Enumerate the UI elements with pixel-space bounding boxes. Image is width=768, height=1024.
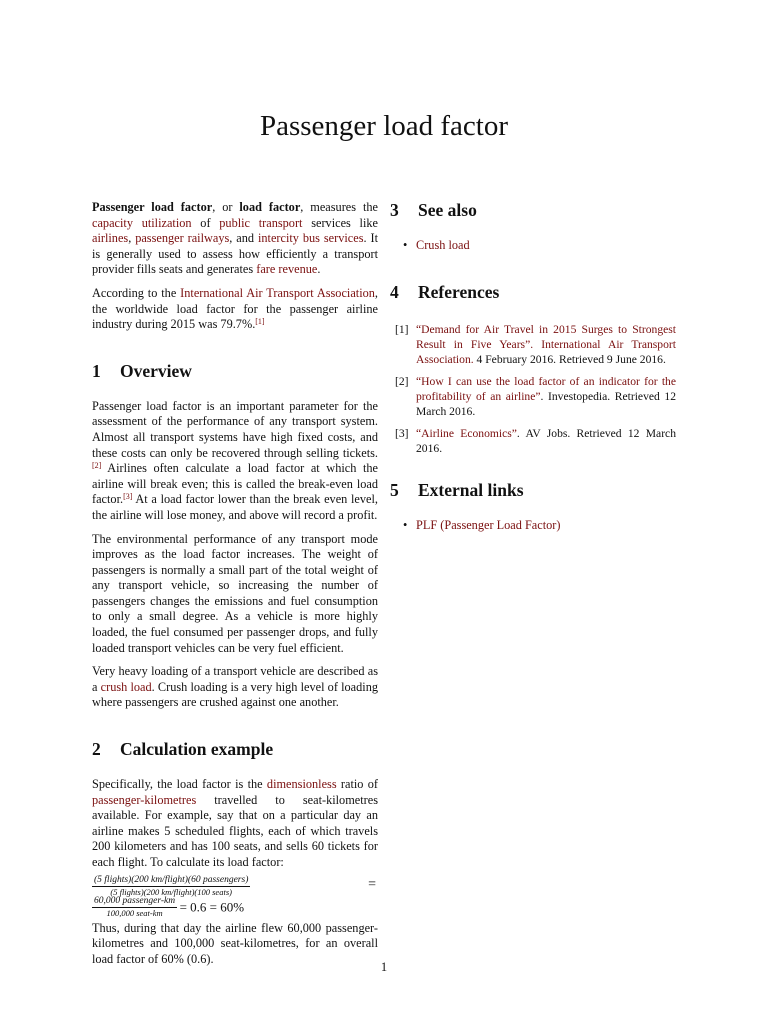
reference-number: [3] [395,426,409,440]
bullet: • [403,238,408,252]
formula-fraction-1 [92,875,250,898]
section-title: Calculation example [120,739,274,760]
link-public-transport[interactable]: public transport [219,215,303,230]
text: Passenger load factor is an important parameter for the assessment of the performance of any transport system. Almost all transport systems have high fixed costs, and these costs can only be recovered through selling tickets. [92,398,378,460]
calculation-paragraph-1 [92,777,378,871]
reference-link[interactable]: “Airline Economics” [416,426,517,440]
reference-number: [1] [395,322,409,336]
link-airlines[interactable]: airlines [92,231,129,246]
reference-item [390,426,676,456]
text: Very heavy loading of a transport vehicle are described as a [92,664,378,694]
calculation-paragraph-2: Thus, during that day the airline flew 60,000 passenger-kilometres and 100,000 seat-kilometres, for an overall load factor of 60% (0.6). [92,920,378,966]
section-number: 5 [390,479,399,500]
references-list [390,322,676,456]
fraction-numerator: 60,000 passenger-km [94,895,176,906]
fraction-denominator: (5 flights)(200 km/flight)(100 seats) [110,886,232,897]
citation-1[interactable]: [1] [255,317,265,327]
list-item [390,238,676,254]
section-heading-references [390,282,676,302]
reference-details: . Investopedia. Retrieved 12 March 2016. [416,389,677,418]
text: , measures the [300,200,378,214]
external-links-list [390,518,676,534]
intro-paragraph-2 [92,286,378,333]
link-crush-load[interactable]: crush load [100,679,152,694]
section-title: Overview [120,360,192,381]
load-factor-formula [92,875,378,917]
reference-item [390,374,676,419]
list-item [390,518,676,534]
link-passenger-kilometres[interactable]: passenger-kilometres [92,792,197,807]
text: , [128,231,136,246]
page-title: Passenger load factor [259,110,508,142]
formula-result: = 0.6 = 60% [179,899,245,915]
text: Airlines often calculate a load factor at which the airline will break even; this is called the break-even load factor. [92,461,378,507]
reference-number: [2] [395,374,409,388]
citation-2[interactable]: [2] [92,461,102,471]
see-also-list [390,238,676,254]
text: . Crush loading is a very high level of loading where passengers are crushed against one another. [92,679,378,710]
link-plf[interactable]: PLF (Passenger Load Factor) [416,517,561,532]
reference-details: 4 February 2016. Retrieved 9 June 2016. [473,352,666,366]
reference-details: . AV Jobs. Retrieved 12 March 2016. [416,426,676,455]
text: , the worldwide load factor for the passenger airline industry during 2015 was 79.7%. [92,285,378,332]
section-number: 3 [390,200,399,220]
page-number: 1 [380,960,388,974]
text: travelled to seat-kilometres available. For example, say that on a particular day an airline makes 5 scheduled flights, each of which travels 200 kilometers and has 100 seats, and sells 60 tickets for each flight. To calculate its load factor: [92,792,378,869]
section-number: 2 [92,739,101,760]
right-column [390,200,676,533]
section-number: 1 [92,360,101,381]
section-heading-see-also [390,200,676,220]
section-title: See also [418,200,477,220]
text: , and [229,231,258,246]
left-column [92,200,378,975]
reference-link[interactable]: “Demand for Air Travel in 2015 Surges to Strongest Result in Five Years”. International Air Transport Association. [416,322,676,366]
overview-paragraph-3 [92,664,378,711]
overview-paragraph-2: The environmental performance of any transport mode improves as the load factor increases. The weight of passengers is normally a small part of the total weight of any transport vehicle, so increasing the number of passengers changes the emissions and fuel consumption to only a small degree. As a vehicle is more highly loaded, the fuel consumed per passenger drops, and fully loaded transport vehicles can be very fuel efficient. [92,531,378,655]
text: . It is generally used to assess how efficiently a transport provider fills seats and generates [92,231,378,277]
section-heading-external-links [390,480,676,500]
bullet: • [403,517,408,532]
text: Specifically, the load factor is the [92,777,267,792]
text: According to the [92,285,181,300]
text: ratio of [336,777,378,792]
section-heading-calculation [92,739,378,759]
link-capacity-utilization[interactable]: capacity utilization [92,215,192,230]
section-title: External links [418,479,524,500]
reference-item [390,322,676,367]
link-iata[interactable]: International Air Transport Association [180,285,375,300]
citation-3[interactable]: [3] [123,492,133,502]
text: . [317,262,321,277]
text: At a load factor lower than the break even level, the airline will lose money, and above will record a profit. [92,492,378,522]
overview-paragraph-1 [92,399,378,524]
link-intercity-bus-services[interactable]: intercity bus services [257,231,364,246]
text: of [191,215,220,230]
link-passenger-railways[interactable]: passenger railways [135,231,230,246]
intro-paragraph-1 [92,200,378,278]
term-bold: load factor [239,200,301,214]
term-bold: Passenger load factor [92,200,213,214]
link-fare-revenue[interactable]: fare revenue [256,262,318,277]
section-number: 4 [390,281,399,302]
link-see-also-crush-load[interactable]: Crush load [416,238,470,252]
section-heading-overview [92,361,378,381]
text: , or [212,200,240,214]
section-title: References [418,281,500,302]
reference-link[interactable]: “How I can use the load factor of an indicator for the profitability of an airline” [416,374,676,403]
equals-sign: = [368,876,376,892]
fraction-denominator: 100,000 seat-km [106,907,163,918]
link-dimensionless[interactable]: dimensionless [266,777,337,792]
formula-fraction-2 [92,896,177,919]
fraction-numerator: (5 flights)(200 km/flight)(60 passengers) [94,874,249,885]
text: services like [302,215,378,230]
